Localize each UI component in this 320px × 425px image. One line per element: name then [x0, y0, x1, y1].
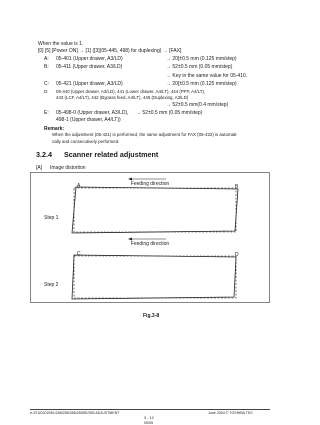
remark-line-2: cally and consecutively performed.: [52, 139, 120, 144]
section-title: Scanner related adjustment: [64, 150, 159, 159]
intro-line-1: When the value is 1.: [38, 41, 84, 47]
list-code-d-2: 443 (LCF, A4/LT), 442 (Bypass feed, A4/LT), 445 (Duplexing, A3/LD): [56, 95, 189, 100]
footer-date: 05/05: [144, 421, 153, 425]
list-key-d: D:: [44, 89, 49, 94]
list-code-b: 05-411 (Upper drawer, A3/LD): [56, 64, 123, 70]
figure-frame: [31, 173, 270, 303]
remark-label: Remark:: [44, 126, 65, 132]
item-text: Image distortion: [50, 165, 86, 171]
list-key-c: C:: [44, 81, 49, 87]
list-key-b: B:: [44, 64, 49, 70]
corner-d-label: D: [235, 252, 239, 258]
footer-rule: [30, 409, 270, 410]
list-key-a: A:: [44, 56, 49, 62]
corner-c-label: C: [77, 251, 81, 257]
list-key-e: E:: [44, 110, 49, 116]
footer-right: June 2004 © TOSHIBA TEC: [208, 411, 253, 415]
step2-label: Step 2: [44, 282, 59, 288]
item-key: [A]: [36, 165, 43, 171]
distortion-figure: [30, 172, 270, 303]
list-value-b-2: → Key in the same value for 05-410.: [166, 73, 248, 79]
section-number: 3.2.4: [36, 150, 52, 159]
intro-line-2: [0] [5] [Power ON] → [1] ([3](05-445, 498) for duplexing) → [FAX]: [38, 48, 182, 54]
figure-caption: Fig.3-8: [143, 313, 160, 319]
step2-feed-label: Feeding direction: [130, 241, 170, 247]
list-code-e-2: 498-1 (Upper drawer, A4/LT)): [56, 117, 121, 123]
step1-feed-label: Feeding direction: [130, 181, 170, 187]
list-code-e: 05-498-0 (Upper drawer, A3/LD),: [56, 110, 129, 116]
step1-distorted-image: [72, 187, 238, 233]
list-value-a: → 20[±0.5 mm (0.125 mm/step): [166, 56, 237, 62]
list-value-e: → 52±0.5 mm (0.05 mm/step): [136, 110, 203, 116]
footer-page: 3 - 12: [144, 416, 154, 420]
step2-reference-rect: [74, 256, 236, 298]
step2-distorted-image: [72, 255, 236, 299]
remark-line-1: When the adjustment (05-421) is performed, the same adjustment for FAX (05-422) is automati-: [52, 132, 238, 137]
corner-a-label: A: [77, 183, 81, 189]
list-value-d: → 52±0.5 mm(0.4 mm/step): [166, 102, 229, 108]
footer-left: e-STUDIO205L/255/255/355/255SE/355 ADJUSTMENT: [30, 411, 120, 415]
corner-b-label: B: [235, 184, 239, 190]
list-code-d: 05-440 (Upper drawer, A3/LD), 441 (Lower drawer, A4/LT), 444 (PFP, A4/LT),: [56, 89, 206, 94]
step1-label: Step 1: [44, 215, 59, 221]
list-value-b: → 52±0.5 mm (0.05 mm/step): [166, 64, 233, 70]
step1-reference-rect: [74, 188, 236, 232]
list-code-a: 05-401 (Upper drawer, A3/LD): [56, 56, 123, 62]
list-value-c: → 20[±0.5 mm (0.125 mm/step): [166, 81, 237, 87]
list-code-c: 05-421 (Upper drawer, A3/LD): [56, 81, 123, 87]
